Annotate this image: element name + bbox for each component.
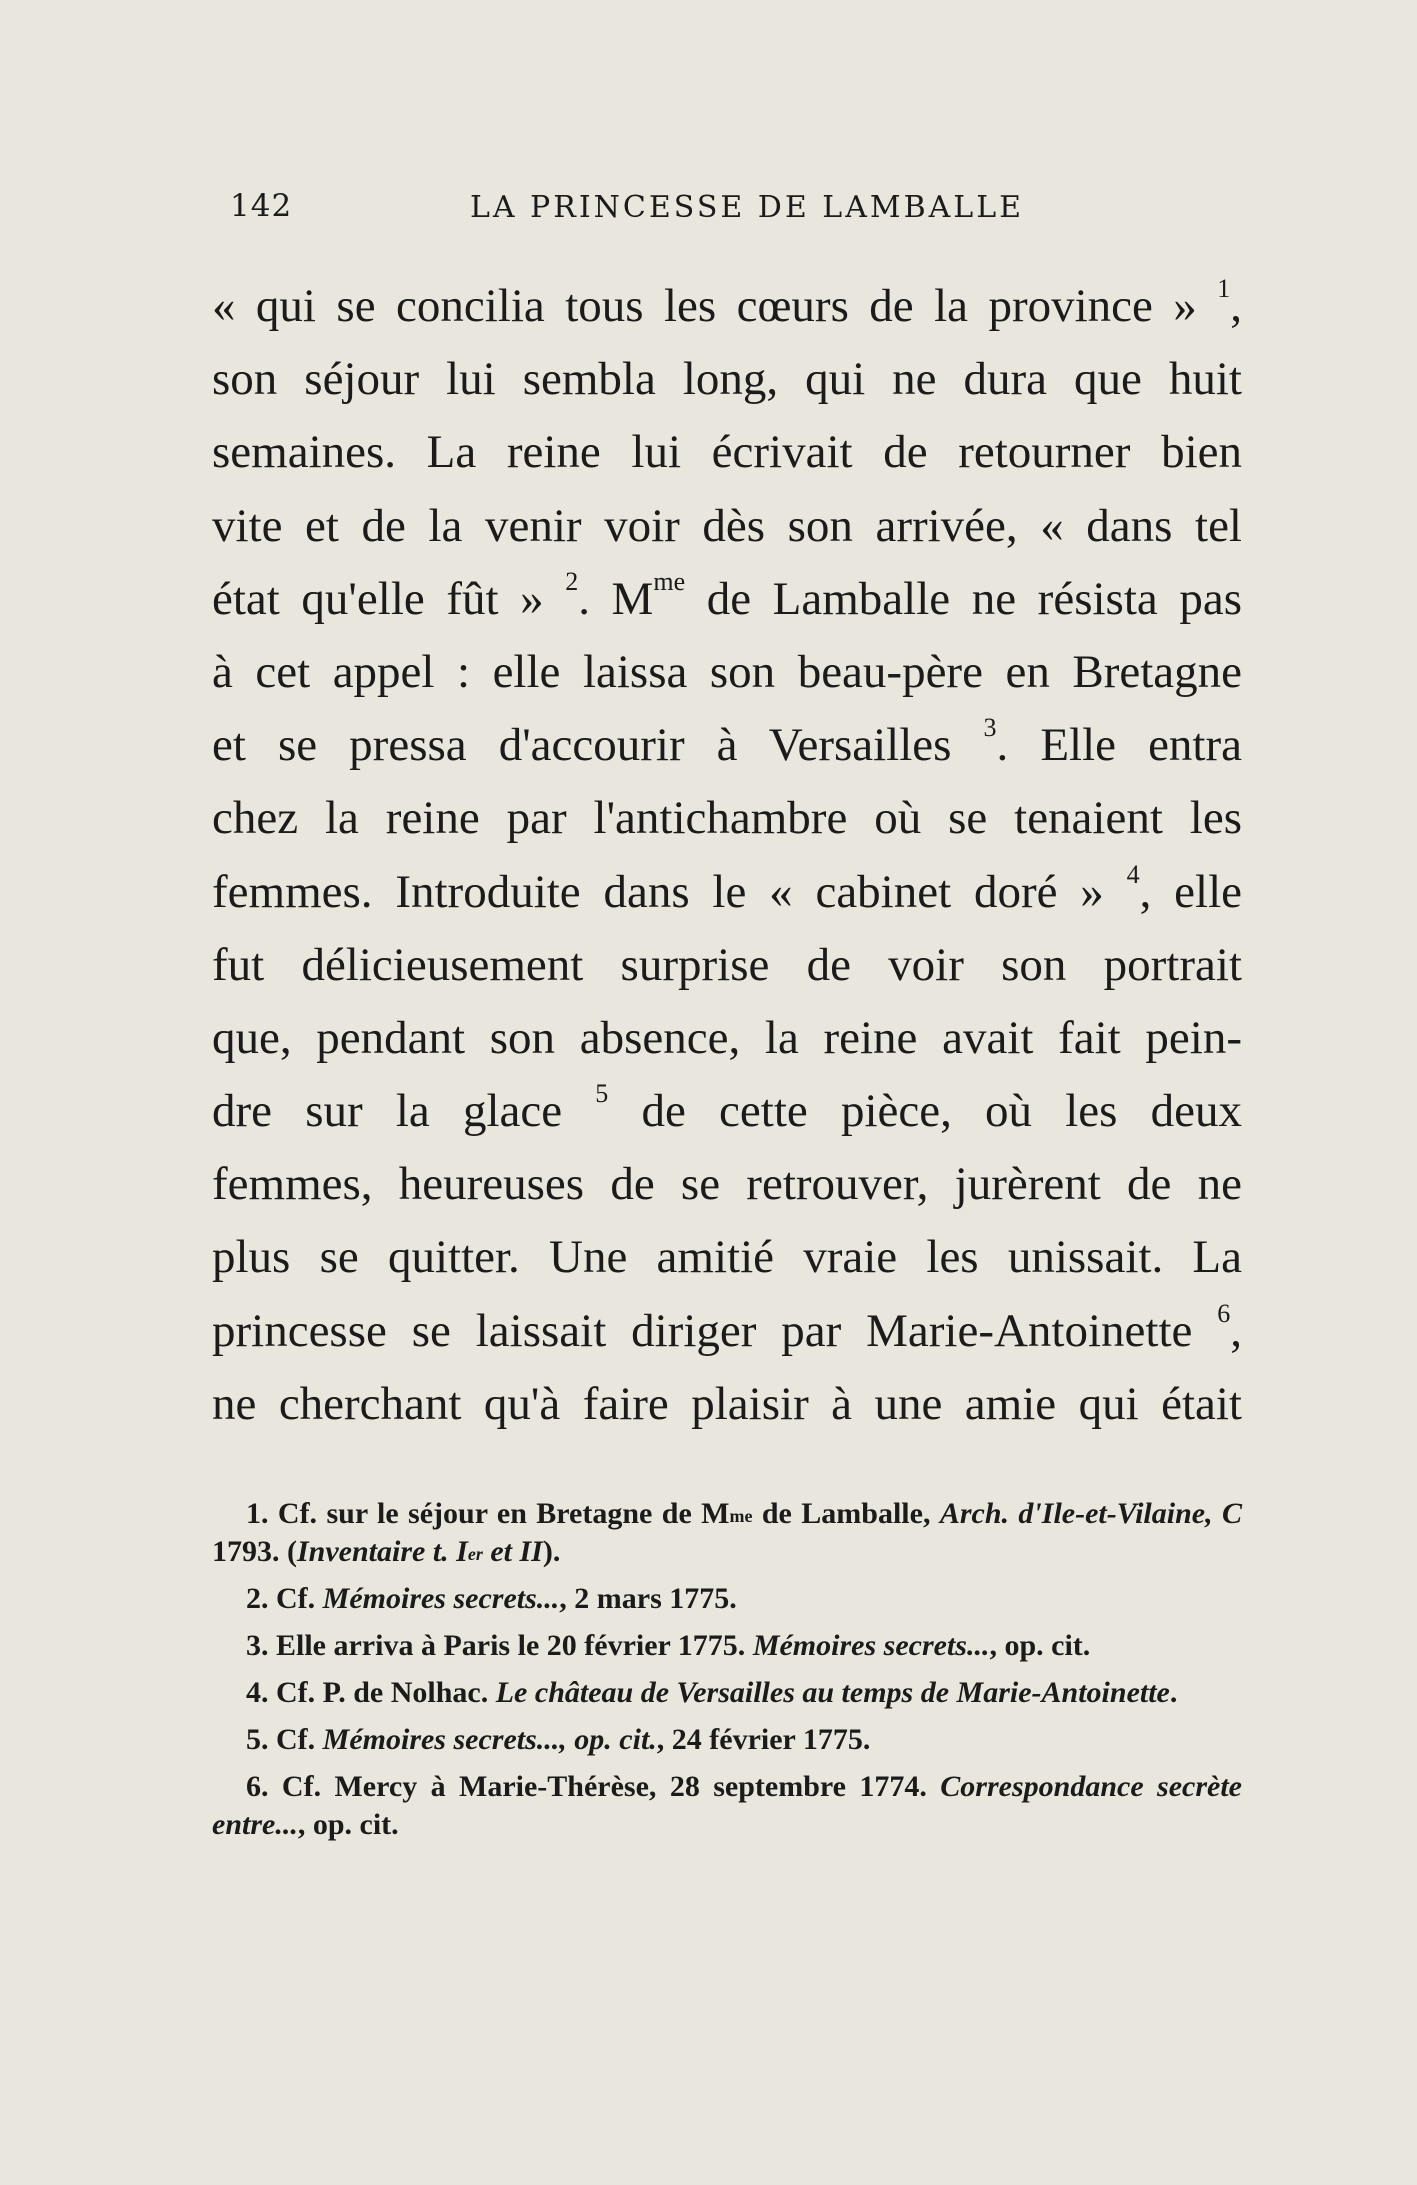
body-line: état qu'elle fût » $^2$. $M^{me}$ de Lamballe ne résista pas xyxy=(212,566,1242,625)
footnote-3: 3. Elle arriva à Paris le 20 février 1775. Mémoires secrets..., op. cit. xyxy=(246,1629,1091,1662)
footnote-ref: 3 xyxy=(983,713,997,743)
body-line: femmes, heureuses de se retrouver, jurèrent de ne xyxy=(212,1158,1242,1211)
footnote-ref: 1 xyxy=(1217,274,1231,303)
body-line: semaines. La reine lui écrivait de retourner bien xyxy=(212,426,1242,479)
footnote-1: 1. Cf. sur le séjour en Bretagne de $M^{me}$ de Lamballe, Arch. d'Ile-et-Vilaine, C 1793. (Inventaire t. Ier et II). xyxy=(212,1497,1242,1568)
body-line: son séjour lui sembla long, qui ne dura que huit xyxy=(212,353,1242,406)
body-line: fut délicieusement surprise de voir son portrait xyxy=(212,938,1242,991)
body-line: « qui se concilia tous les cœurs de la province » $^1$, xyxy=(212,274,1242,332)
body-line: princesse se laissait diriger par Marie-Antoinette $^6$, xyxy=(212,1298,1242,1357)
footnote-2: 2. Cf. Mémoires secrets..., 2 mars 1775. xyxy=(246,1582,737,1615)
body-line: à cet appel : elle laissa son beau-père en Bretagne xyxy=(212,645,1242,698)
footnote-6: 6. Cf. Mercy à Marie-Thérèse, 28 septembre 1774. Correspondance secrète entre..., op. cit. xyxy=(212,1770,1243,1841)
body-line: et se pressa d'accourir à Versailles $^3$. Elle entra xyxy=(212,713,1242,772)
body-line: plus se quitter. Une amitié vraie les unissait. La xyxy=(212,1231,1242,1284)
footnote-ref: 2 xyxy=(565,566,579,596)
body-line: vite et de la venir voir dès son arrivée, « dans tel xyxy=(212,499,1242,552)
running-title: LA PRINCESSE DE LAMBALLE xyxy=(469,190,1025,225)
body-line: dre sur la glace $^5$ de cette pièce, où les deux xyxy=(212,1079,1242,1138)
body-line: chez la reine par l'antichambre où se tenaient les xyxy=(212,792,1242,845)
body-line: que, pendant son absence, la reine avait fait pein- xyxy=(212,1011,1242,1064)
footnote-ref: 4 xyxy=(1126,859,1140,889)
body-line: femmes. Introduite dans le « cabinet doré » $^4$, elle xyxy=(212,859,1242,918)
body-text xyxy=(212,270,1242,1441)
body-line: ne cherchant qu'à faire plaisir à une amie qui était xyxy=(212,1377,1242,1430)
page-header xyxy=(212,188,1242,228)
footnote-ref: 6 xyxy=(1217,1298,1231,1328)
page-number: 142 xyxy=(230,188,293,224)
footnote-ref: 5 xyxy=(595,1079,609,1109)
footnote-5: 5. Cf. Mémoires secrets..., op. cit., 24 février 1775. xyxy=(246,1723,871,1756)
footnotes xyxy=(212,1495,1242,1853)
footnote-4: 4. Cf. P. de Nolhac. Le château de Versailles au temps de Marie-Antoinette. xyxy=(246,1676,1178,1709)
